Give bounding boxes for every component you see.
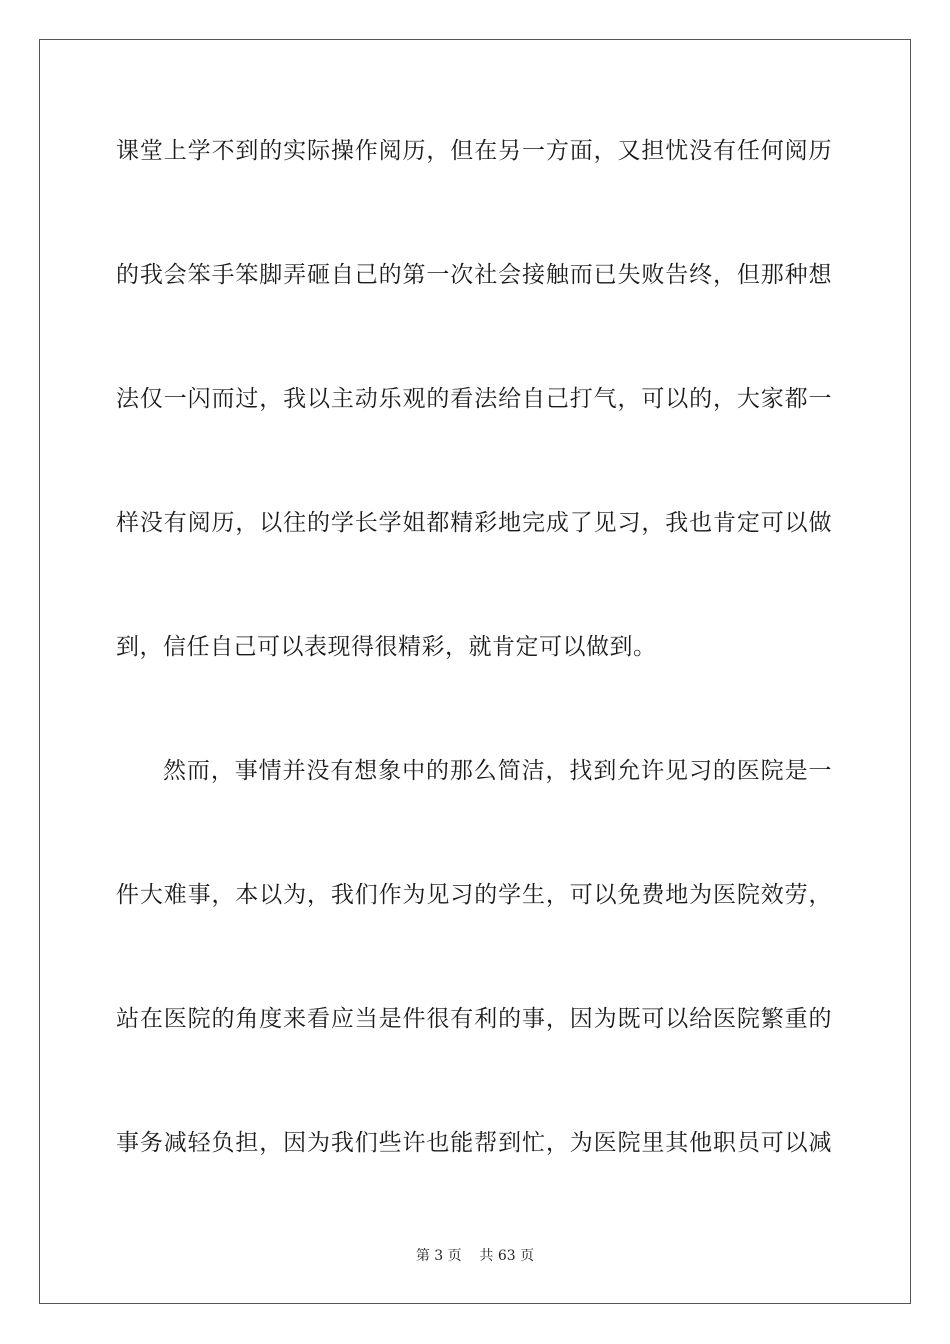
body-text-line: 的我会笨手笨脚弄砸自己的第一次社会接触而已失败告终，但那种想 <box>116 262 832 288</box>
paragraph-first-line: 然而，事情并没有想象中的那么简洁，找到允许见习的医院是一 <box>163 758 832 784</box>
body-text-line: 件大难事，本以为，我们作为见习的学生，可以免费地为医院效劳， <box>116 882 832 908</box>
page-number-footer: 第 3 页 共 63 页 <box>415 1248 535 1264</box>
body-text-line: 站在医院的角度来看应当是件很有利的事，因为既可以给医院繁重的 <box>116 1006 832 1032</box>
page-frame <box>39 39 911 1304</box>
body-text-line: 法仅一闪而过，我以主动乐观的看法给自己打气，可以的，大家都一 <box>116 386 832 412</box>
body-text-line: 课堂上学不到的实际操作阅历，但在另一方面，又担忧没有任何阅历 <box>116 138 832 164</box>
body-text-line: 事务减轻负担，因为我们些许也能帮到忙，为医院里其他职员可以减 <box>116 1130 832 1156</box>
body-text-line: 到，信任自己可以表现得很精彩，就肯定可以做到。 <box>116 634 657 660</box>
body-text-line: 样没有阅历，以往的学长学姐都精彩地完成了见习，我也肯定可以做 <box>116 510 832 536</box>
